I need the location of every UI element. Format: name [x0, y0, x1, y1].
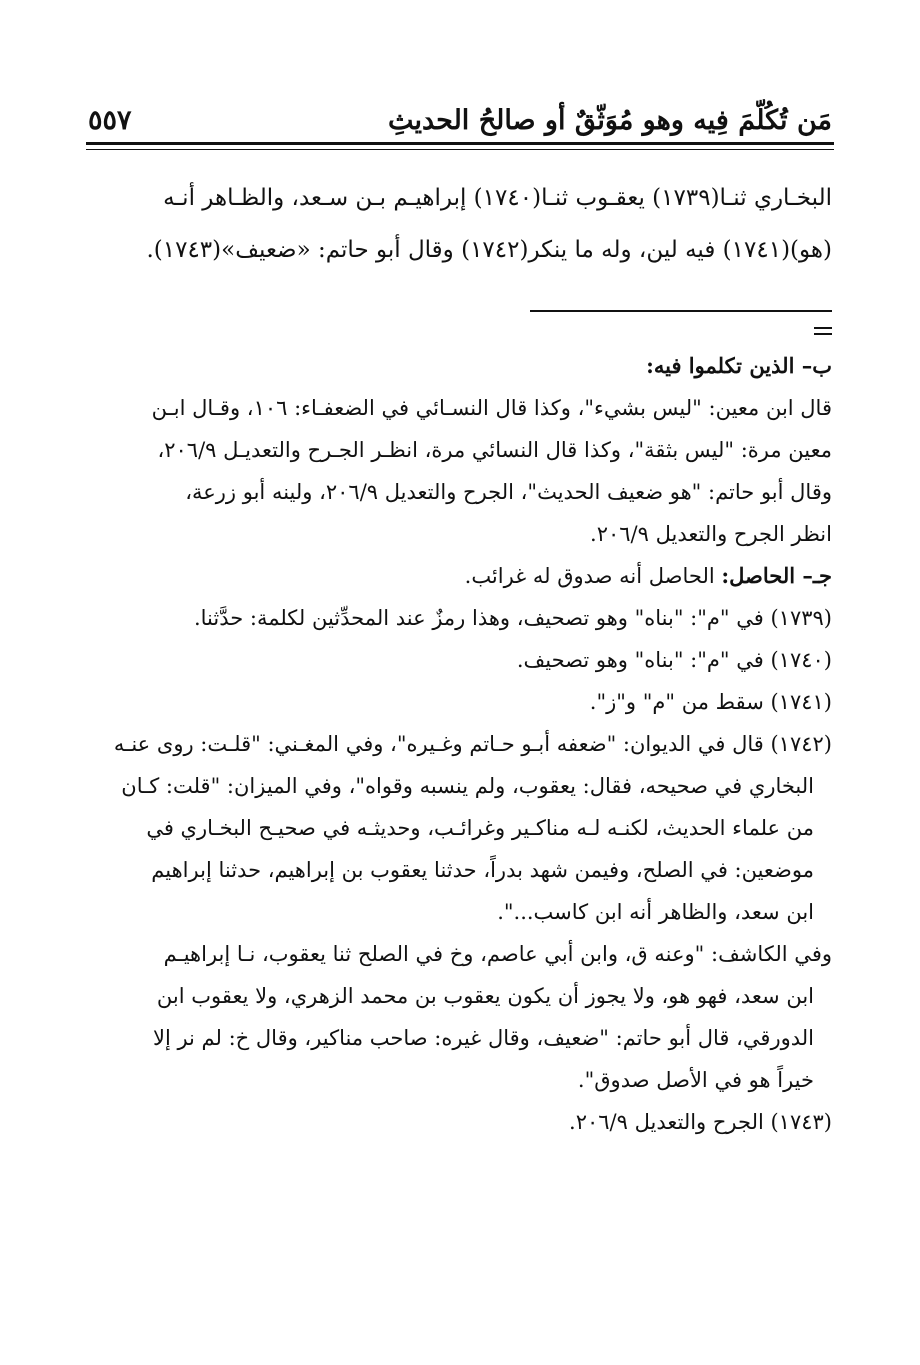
kashif-line: وفي الكاشف: "وعنه ق، وابن أبي عاصم، وخ في الصلح ثنا يعقوب، نـا إبراهيـم: [163, 942, 832, 966]
main-line: (هو)(١٧٤١) فيه لين، وله ما ينكر(١٧٤٢) وقال أبو حاتم: «ضعيف»(١٧٤٣).: [146, 237, 832, 263]
kashif-line: ابن سعد، فهو هو، ولا يجوز أن يكون يعقوب بن محمد الزهري، ولا يعقوب ابن: [156, 984, 814, 1008]
footnote-1742-line: ابن سعد، والظاهر أنه ابن كاسب...".: [497, 900, 814, 924]
section-heading-b: ب– الذين تكلموا فيه:: [646, 353, 832, 378]
footnote-1742-line: (١٧٤٢) قال في الديوان: "ضعفه أبـو حـاتم وغـيره"، وفي المغـني: "قلـت: روى عنـه: [113, 732, 832, 756]
footnote-1742-line: من علماء الحديث، لكنـه لـه مناكـير وغرائـب، وحديثـه في صحيـح البخـاري في: [146, 816, 814, 840]
header-rule-thin: [86, 149, 834, 150]
running-header: [88, 92, 832, 136]
footnote-line: معين مرة: "ليس بثقة"، وكذا قال النسائي مرة، انظـر الجـرح والتعديـل ٢٠٦/٩،: [157, 438, 832, 462]
footnote-1740: (١٧٤٠) في "م": "بناه" وهو تصحيف.: [516, 648, 832, 672]
kashif-line: الدورقي، قال أبو حاتم: "ضعيف، وقال غيره: صاحب مناكير، وقال خ: لم نر إلا: [152, 1026, 814, 1050]
footnote-separator: [530, 310, 832, 312]
footnote-line: قال ابن معين: "ليس بشيء"، وكذا قال النسـائي في الضعفـاء: ١٠٦، وقـال ابـن: [151, 396, 832, 420]
footnote-line: وقال أبو حاتم: "هو ضعيف الحديث"، الجرح والتعديل ٢٠٦/٩، ولينه أبو زرعة،: [185, 480, 832, 504]
kashif-line: خيراً هو في الأصل صدوق".: [577, 1068, 814, 1092]
section-c: [88, 555, 832, 597]
main-text: [88, 172, 832, 276]
main-line: البخـاري ثنـا(١٧٣٩) يعقـوب ثنـا(١٧٤٠) إبراهيـم بـن سـعد، والظـاهر أنـه: [163, 185, 832, 211]
continuation-mark: [814, 327, 832, 329]
header-rule-thick: [86, 142, 834, 145]
footnote-1741: (١٧٤١) سقط من "م" و"ز".: [589, 690, 832, 714]
footnote-line: انظر الجرح والتعديل ٢٠٦/٩.: [590, 522, 832, 546]
footnote-1742-line: البخاري في صحيحه، فقال: يعقوب، ولم ينسبه وقواه"، وفي الميزان: "قلت: كـان: [121, 774, 814, 798]
footnotes: [88, 345, 832, 1143]
footnote-1739: (١٧٣٩) في "م": "بناه" وهو تصحيف، وهذا رمزٌ عند المحدِّثين لكلمة: حدَّثنا.: [193, 606, 832, 630]
header-title: مَن تُكُلّمَ فِيه وهو مُوَثّقٌ أو صالحُ الحديثِ: [387, 105, 832, 136]
page-number: ٥٥٧: [88, 105, 132, 136]
section-c-text: الحاصل أنه صدوق له غرائب.: [464, 564, 722, 588]
footnote-1742-line: موضعين: في الصلح، وفيمن شهد بدراً، حدثنا يعقوب بن إبراهيم، حدثنا إبراهيم: [151, 858, 814, 882]
continuation-mark: [814, 333, 832, 335]
section-heading-c: جـ– الحاصل:: [721, 563, 832, 588]
footnote-1743: (١٧٤٣) الجرح والتعديل ٢٠٦/٩.: [569, 1110, 832, 1134]
